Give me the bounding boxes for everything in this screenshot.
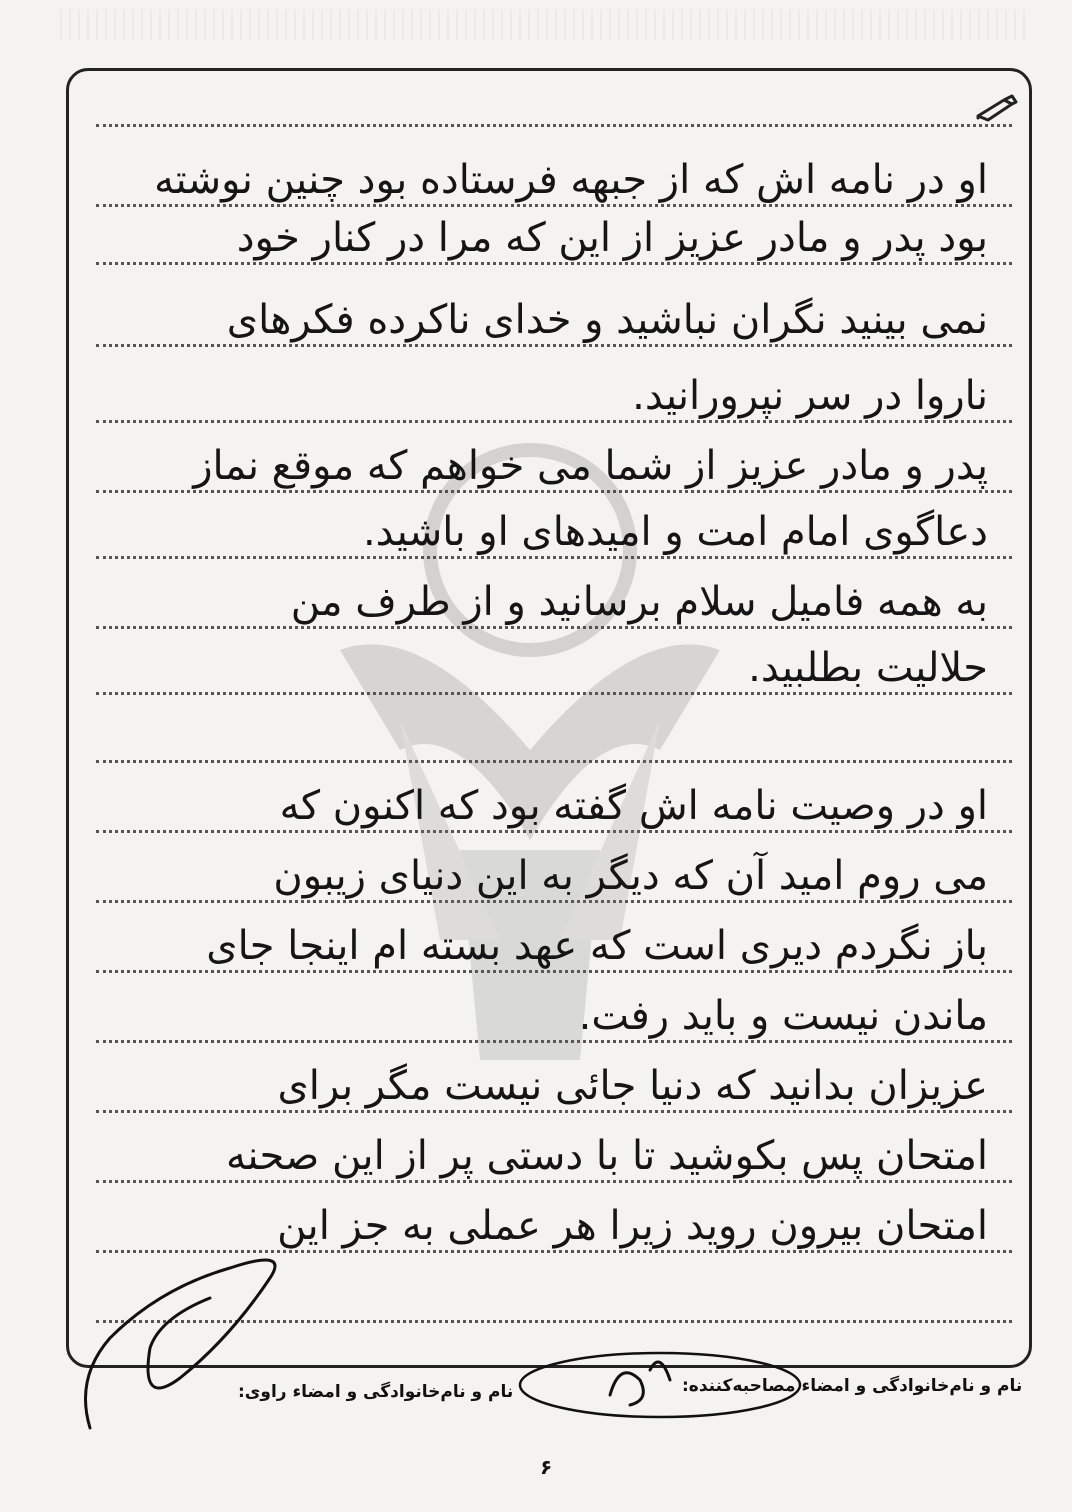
letter-line-2: بود پدر و مادر عزیز از این که مرا در کنار خود [236,215,988,261]
letter-line-3: نمی ‌بینید نگران نباشید و خدای ناکرده فکرهای [226,297,988,343]
letter-line-12: ماندن نیست و باید رفت. [578,993,988,1039]
letter-line-5: پدر و مادر عزیز از شما می‌ خواهم که موقع نماز [193,443,988,489]
scan-noise [60,10,1032,40]
letter-line-1: او در نامه ‌اش که از جبهه فرستاده بود چنین نوشته [154,157,988,203]
letter-line-8: حلالیت بطلبید. [748,645,988,691]
narrator-label: نام و نام‌خانوادگی و امضاء راوی: [238,1382,514,1402]
pen-icon [974,94,1018,122]
letter-line-13: عزیزان بدانید که دنیا جائی نیست مگر برای [277,1063,988,1109]
letter-line-11: باز نگردم دیری است که عهد بسته ام اینجا جای [206,923,988,969]
letter-line-9: او در وصیت نامه ‌اش گفته بود که اکنون که [279,783,988,829]
ruled-line [96,1110,1012,1113]
page-number: ۶ [540,1455,553,1479]
letter-line-6: دعاگوی امام امت و امیدهای او باشید. [362,509,988,555]
ruled-line [96,344,1012,347]
letter-line-14: امتحان پس بکوشید تا با دستی پر از این صحنه [225,1133,988,1179]
ruled-line [96,204,1012,207]
interviewer-label: نام و نام‌خانوادگی و امضاء مصاحبه‌کننده: [682,1376,1023,1396]
letter-line-15: امتحان بیرون روید زیرا هر عملی به جز این [277,1203,988,1249]
letter-line-7: به همه فامیل سلام برسانید و از طرف من [290,579,988,625]
ruled-line [96,124,1012,127]
letter-line-4: ناروا در سر نپرورانید. [632,373,988,419]
narrator-signature [70,1228,300,1438]
ruled-line [96,262,1012,265]
letter-line-10: می‌ روم امید آن که دیگر به این دنیای زیبون [273,853,988,899]
ruled-line [96,1180,1012,1183]
